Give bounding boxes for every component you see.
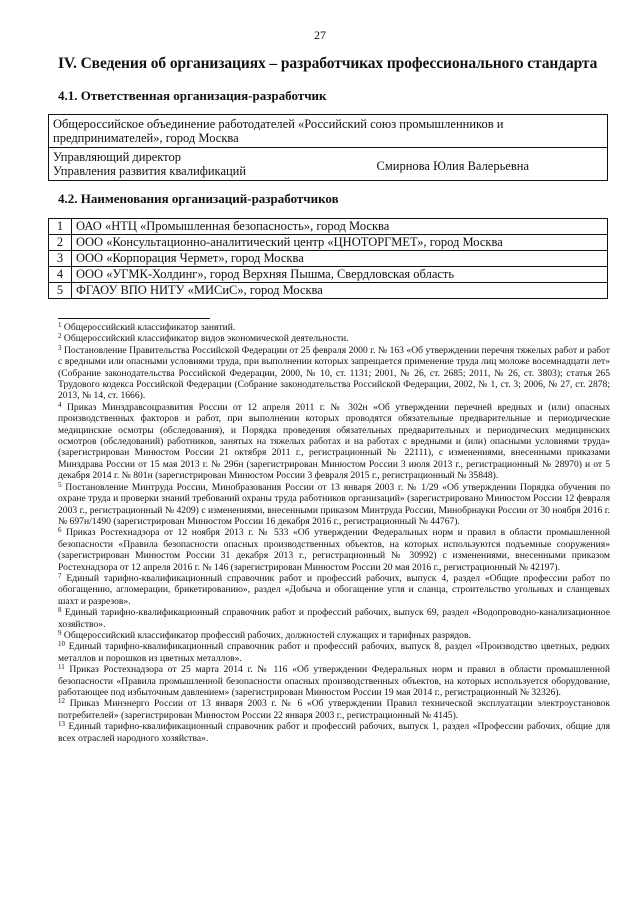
footnote [58,333,610,344]
developer-name: ООО «Консультационно-аналитический центр «ЦНОТОРГМЕТ», город Москва [72,235,608,251]
developer-name: ООО «УГМК-Холдинг», город Верхняя Пышма, Свердловская область [72,267,608,283]
table-row [49,251,608,267]
footnote [58,573,610,607]
footnote [58,345,610,402]
developer-number: 3 [49,251,72,267]
responsible-person-name: Смирнова Юлия Валерьевна [376,159,529,173]
footnote-marker: 5 [58,480,62,489]
footnote-marker: 12 [58,697,65,706]
developer-name: ОАО «НТЦ «Промышленная безопасность», город Москва [72,219,608,235]
responsible-org-table [48,114,608,181]
footnote-text: Общероссийский классификатор видов экономической деятельности. [63,333,349,345]
footnote-text: Единый тарифно-квалификационный справочник работ и профессий рабочих, выпуск 1, раздел «Профессии рабочих, общие для всех отраслей народного хозяйства». [58,721,610,744]
footnote [58,698,610,721]
footnote-text: Единый тарифно-квалификационный справочник работ и профессий рабочих, выпуск 8, раздел «Производство цветных, редких металлов и порошков из цветных металлов». [58,641,610,664]
developer-number: 2 [49,235,72,251]
table-row [49,267,608,283]
footnote-text: Общероссийский классификатор занятий. [63,322,236,333]
section-title: IV. Сведения об организациях – разработчиках профессионального стандарта [58,55,598,72]
responsible-person-row [49,148,608,181]
footnotes [58,322,610,744]
footnote [58,482,610,528]
footnote [58,322,610,333]
footnote-marker: 11 [58,663,65,672]
footnote-marker: 3 [58,343,62,352]
footnote [58,641,610,664]
responsible-org-name: Общероссийское объединение работодателей «Российский союз промышленников и предпринимателей», город Москва [49,115,608,148]
footnote [58,721,610,744]
page-number: 27 [314,28,326,42]
footnote-separator [58,318,210,319]
footnote-text: Общероссийский классификатор профессий рабочих, должностей служащих и тарифных разрядов. [63,629,471,641]
footnote-text: Постановление Минтруда России, Минобразования России от 13 января 2003 г. № 1/29 «Об утверждении Порядка обучения по охране труда и проверки знаний требований охраны труда работников организаций» (зарегистрировано Минюстом России 12 февраля 2003 г., регистрационный № 4209) с изменениями, внесенными приказом Минтруда России, Минобрнауки России от 30 ноября 2016 г. № 697н/1490 (зарегистрирован Минюстом России 16 декабря 2016 г., регистрационный № 44767). [58,481,610,527]
developer-number: 5 [49,283,72,299]
developers-table [48,218,608,299]
responsible-role-line2: Управления развития квалификаций [53,164,247,178]
responsible-org-row [49,115,608,148]
footnote-text: Приказ Минэнерго России от 13 января 2003 г. № 6 «Об утверждении Правил технической эксплуатации электроустановок потребителей» (зарегистрирован Минюстом России 22 января 2003 г., регистрационный № 4145). [58,698,611,721]
footnote-marker: 10 [58,640,65,649]
developer-name: ООО «Корпорация Чермет», город Москва [72,251,608,267]
footnote-marker: 13 [58,720,65,729]
responsible-role-line1: Управляющий директор [53,150,181,164]
table-row [49,235,608,251]
footnote-marker: 2 [58,332,62,341]
footnote-text: Единый тарифно-квалификационный справочник работ и профессий рабочих, выпуск 69, раздел «Водопроводно-канализационное хозяйство». [58,607,610,630]
footnote-marker: 9 [58,628,62,637]
table-row [49,283,608,299]
footnote-marker: 4 [58,400,62,409]
footnote-text: Приказ Ростехнадзора от 12 ноября 2013 г. № 533 «Об утверждении Федеральных норм и правил в области промышленной безопасности «Правила безопасности опасных производственных объектов, на которых используются подъемные сооружения» (зарегистрирован Минюстом России 31 декабря 2013 г., регистрационный № 30992) с изменениями, внесенными приказом Ростехнадзора от 12 апреля 2016 г. № 146 (зарегистрирован Минюстом России 20 мая 2016 г., регистрационный № 42197). [58,527,611,573]
developer-name: ФГАОУ ВПО НИТУ «МИСиС», город Москва [72,283,608,299]
footnote-text: Приказ Минздравсоцразвития России от 12 апреля 2011 г. № 302н «Об утверждении перечней вредных и (или) опасных производственных факторов и работ, при выполнении которых проводятся обязательные предварительные и периодические медицинские осмотры (обследования), и Порядка проведения обязательных предварительных и периодических медицинских осмотров (обследований) работников, занятых на тяжелых работах и на работах с вредными и (или) опасными условиями труда» (зарегистрирован Минюстом России 21 октября 2011 г., регистрационный № 22111), с изменениями, внесенными приказами Минздрава России от 15 мая 2013 г. № 296н (зарегистрирован Минюстом России 3 июля 2013 г., регистрационный № 28970) и от 5 декабря 2014 г. № 801н (зарегистрирован Минюстом России 3 февраля 2015 г., регистрационный № 35848). [58,401,610,482]
table-row [49,219,608,235]
footnote [58,664,610,698]
footnote-text: Приказ Ростехнадзора от 25 марта 2014 г. № 116 «Об утверждении Федеральных норм и правил в области промышленной безопасности «Правила промышленной безопасности опасных производственных объектов, на которых используется оборудование, работающее под избыточным давлением» (зарегистрирован Минюстом России 19 мая 2014 г., регистрационный № 32326). [58,664,610,698]
footnote-marker: 8 [58,606,62,615]
developers-heading: 4.2. Наименования организаций-разработчиков [58,191,339,206]
footnote-marker: 1 [58,321,62,329]
footnote-text: Постановление Правительства Российской Федерации от 25 февраля 2000 г. № 163 «Об утверждении перечня тяжелых работ и работ с вредными или опасными условиями труда, при выполнении которых запрещается применение труда лиц моложе восемнадцати лет» (Собрание законодательства Российской Федерации, 2000, № 10, ст. 1131; 2001, № 26, ст. 2685; 2011, № 26, ст. 3803); статья 265 Трудового кодекса Российской Федерации (Собрание законодательства Российской Федерации, 2002, № 1, ст. 3; 2006, № 27, ст. 2878; 2013, № 14, ст. 1666). [58,344,610,402]
responsible-org-heading: 4.1. Ответственная организация-разработчик [58,88,327,103]
footnote-marker: 6 [58,526,62,535]
footnote [58,630,610,641]
responsible-person-cell [49,148,608,181]
developer-number: 1 [49,219,72,235]
footnote [58,527,610,573]
footnote [58,402,610,482]
footnote-text: Единый тарифно-квалификационный справочник работ и профессий рабочих, выпуск 4, раздел «Общие профессии работ по обогащению, агломерации, брикетированию», раздел «Добыча и обогащение угля и сланца, строительство угольных и сланцевых шахт и разрезов». [58,572,611,607]
footnote [58,607,610,630]
developer-number: 4 [49,267,72,283]
footnote-marker: 7 [58,571,62,580]
